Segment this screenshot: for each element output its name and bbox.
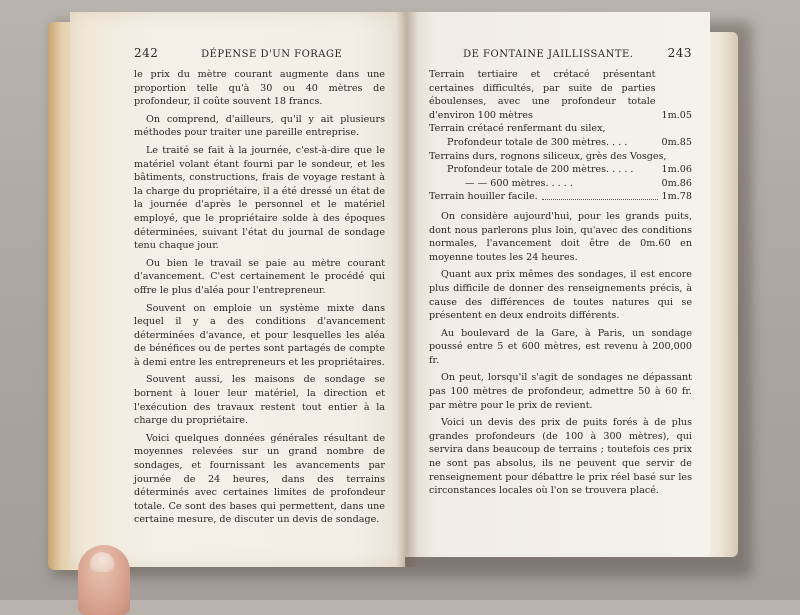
left-paragraph: Ou bien le travail se paie au mètre courant d'avancement. C'est certainement le procédé qui offre le plus d'aléa pour l'entrepreneur.	[134, 257, 385, 296]
book-gutter	[396, 12, 418, 567]
left-paragraph: le prix du mètre courant augmente dans une proportion telle qu'à 30 ou 40 mètres de profondeur, il coûte souvent 18 francs.	[134, 69, 385, 108]
left-paragraph: On comprend, d'ailleurs, qu'il y ait plusieurs méthodes pour traiter une pareille entreprise.	[134, 113, 385, 139]
right-paragraph: On peut, lorsqu'il s'agit de sondages ne dépassant pas 100 mètres de profondeur, admettre 50 à 60 fr. par mètre pour le prix de revient.	[429, 372, 692, 411]
right-paragraph: On considère aujourd'hui, pour les grands puits, dont nous parlerons plus loin, qu'avec des conditions normales, l'avancement doit être de 0m.60 en moyenne toutes les 24 heures.	[429, 210, 692, 263]
dot-leader	[542, 190, 658, 200]
left-paragraph: Souvent aussi, les maisons de sondage se bornent à louer leur matériel, la direction et l'exécution des travaux restent tout entier à la charge du propriétaire.	[134, 374, 385, 427]
left-paragraph: Le traité se fait à la journée, c'est-à-dire que le matériel volant étant fourni par le sondeur, et les bâtiments, constructions, frais de voyage restant à la charge du propriétaire, il a été dressé un état de la journée d'après le personnel et le matériel employé, que le propriétaire solde à des époques déterminées, suivant l'état du journal de sondage tenu chaque jour.	[134, 144, 385, 252]
right-paragraph: Voici un devis des prix de puits forés à de plus grandes profondeurs (de 100 à 300 mètres), qui servira dans beaucoup de terrains ; toutefois ces prix ne sont pas absolus, ils ne peuvent que servir de renseignement pour débattre le prix réel basé sur les circonstances locales où l'on se trouvera placé.	[429, 417, 692, 497]
thumbnail	[90, 552, 114, 572]
right-running-head	[429, 46, 692, 60]
right-page-number: 243	[667, 46, 692, 60]
terrain-label: Terrains durs, rognons siliceux, grès des Vosges,	[429, 150, 667, 162]
terrain-value: 1m.05	[661, 109, 692, 121]
terrain-row	[429, 177, 692, 191]
terrain-label: Terrain tertiaire et crétacé présentant certaines difficultés, par suite de parties éboulenses, avec une profondeur totale d'environ 100 mètres	[429, 69, 656, 121]
terrain-table	[429, 68, 692, 204]
terrain-label: Terrain houiller facile.	[429, 191, 538, 203]
right-page	[405, 12, 710, 557]
terrain-sub-label: — — 600 mètres. . . . .	[465, 177, 573, 189]
terrain-sub-label: Profondeur totale de 200 mètres. . . . .	[447, 164, 634, 176]
terrain-label: Terrain crétacé renfermant du silex,	[429, 123, 606, 135]
terrain-row	[429, 68, 692, 122]
left-paragraph: Voici quelques données générales résultant de moyennes relevées sur un grand nombre de sondages, et fournissant les avancements par journée de 24 heures, dans des terrains déterminés avec certaines limites de profondeur totale. Ce sont des bases qui permettent, dans une certaine mesure, de discuter un devis de sondage.	[134, 432, 385, 526]
left-running-head	[134, 46, 385, 60]
left-page	[70, 12, 405, 567]
terrain-value: 1m.78	[661, 191, 692, 203]
left-page-number: 242	[134, 46, 159, 60]
terrain-row	[429, 136, 692, 150]
open-book	[48, 12, 738, 572]
terrain-value: 0m.85	[661, 136, 692, 148]
terrain-row	[429, 190, 692, 204]
page-edges-right	[708, 32, 738, 557]
terrain-value: 0m.86	[661, 177, 692, 189]
terrain-sub-label: Profondeur totale de 300 mètres. . . .	[447, 136, 628, 148]
right-running-title: DE FONTAINE JAILLISSANTE.	[463, 49, 634, 60]
right-paragraph: Quant aux prix mêmes des sondages, il est encore plus difficile de donner des renseignements précis, à cause des différences de toutes natures qui se présentent en deux endroits différents.	[429, 269, 692, 322]
right-paragraph: Au boulevard de la Gare, à Paris, un sondage poussé entre 5 et 600 mètres, est revenu à 200,000 fr.	[429, 327, 692, 366]
left-paragraph: Souvent on emploie un système mixte dans lequel il y a des conditions d'avancement déterminées d'avance, et pour lesquelles les aléa de bénéfices ou de pertes sont partagés de compte à demi entre les entrepreneurs et les propriétaires.	[134, 302, 385, 368]
terrain-value: 1m.06	[661, 164, 692, 176]
left-running-title: DÉPENSE D'UN FORAGE	[201, 49, 343, 60]
terrain-row	[429, 163, 692, 177]
